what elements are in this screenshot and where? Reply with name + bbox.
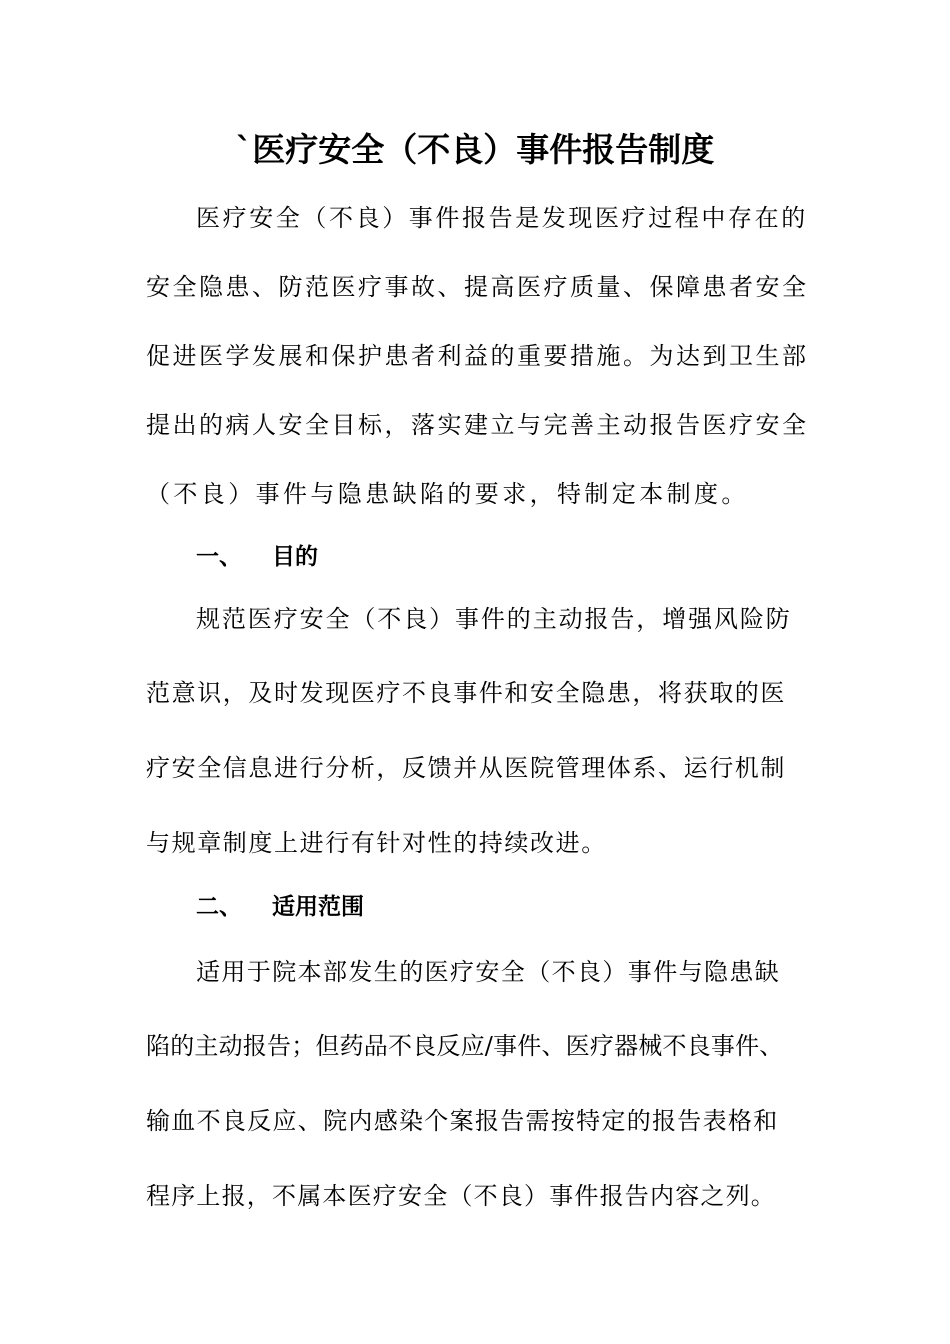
section-1-line-3: 疗安全信息进行分析，反馈并从医院管理体系、运行机制	[146, 754, 786, 782]
intro-line-3: 促进医学发展和保护患者利益的重要措施。为达到卫生部	[146, 342, 809, 370]
section-1-line-4: 与规章制度上进行有针对性的持续改进。	[146, 829, 607, 857]
section-number-1: 一、	[196, 544, 242, 570]
intro-line-5: （不良）事件与隐患缺陷的要求，特制定本制度。	[146, 480, 749, 508]
intro-line-4: 提出的病人安全目标，落实建立与完善主动报告医疗安全	[146, 411, 809, 439]
section-2-line-1: 适用于院本部发生的医疗安全（不良）事件与隐患缺	[196, 958, 781, 986]
section-heading-1	[196, 541, 318, 573]
section-number-2: 二、	[196, 894, 242, 920]
document-title: `医疗安全（不良）事件报告制度	[235, 130, 715, 169]
section-1-line-2: 范意识，及时发现医疗不良事件和安全隐患，将获取的医	[146, 679, 786, 707]
section-2-line-4: 程序上报，不属本医疗安全（不良）事件报告内容之列。	[146, 1182, 776, 1210]
section-heading-2	[196, 891, 364, 923]
section-2-line-3: 输血不良反应、院内感染个案报告需按特定的报告表格和	[146, 1107, 779, 1135]
intro-line-1: 医疗安全（不良）事件报告是发现医疗过程中存在的	[196, 204, 808, 232]
section-heading-text-2: 适用范围	[272, 894, 364, 920]
section-heading-text-1: 目的	[272, 544, 318, 570]
intro-line-2: 安全隐患、防范医疗事故、提高医疗质量、保障患者安全	[146, 273, 809, 301]
section-2-line-2: 陷的主动报告；但药品不良反应/事件、医疗器械不良事件、	[146, 1032, 784, 1060]
section-1-line-1: 规范医疗安全（不良）事件的主动报告，增强风险防	[196, 605, 792, 633]
